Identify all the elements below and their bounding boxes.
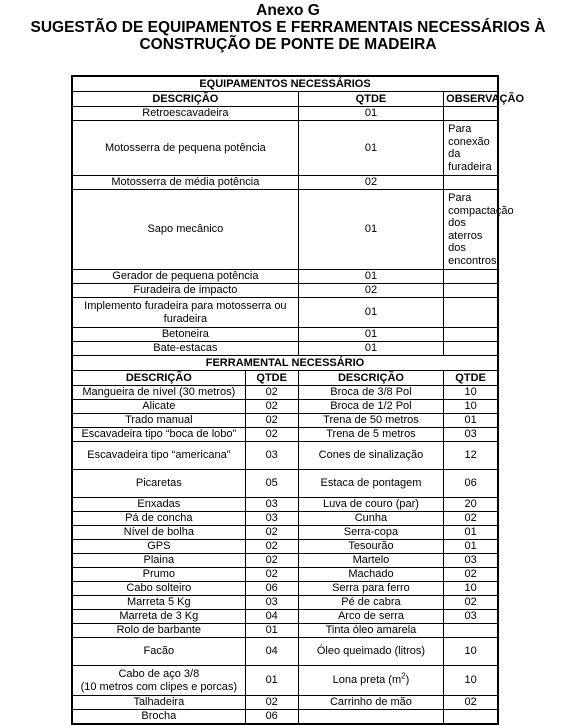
equipamento-qtde: 02 bbox=[298, 284, 443, 298]
ferramenta-qtde-left: 04 bbox=[245, 610, 298, 624]
ferramenta-descricao-right: Serra para ferro bbox=[298, 582, 443, 596]
ferramenta-qtde-right: 02 bbox=[444, 596, 498, 610]
equipamento-observacao: Para compactação dos aterros dos encontros bbox=[444, 190, 498, 270]
ferramental-section-title: FERRAMENTAL NECESSÁRIO bbox=[72, 356, 498, 371]
equipamento-descricao: Retroescavadeira bbox=[72, 107, 298, 121]
annex-label: Anexo G bbox=[256, 2, 320, 19]
equipamento-observacao bbox=[444, 298, 498, 328]
ferramenta-descricao-left: Trado manual bbox=[72, 414, 245, 428]
equipamentos-row bbox=[72, 190, 498, 270]
equipamento-descricao: Bate-estacas bbox=[72, 342, 298, 356]
equipamentos-row bbox=[72, 342, 498, 356]
equipamento-observacao bbox=[444, 328, 498, 342]
ferramental-row bbox=[72, 442, 498, 470]
equipamentos-row bbox=[72, 270, 498, 284]
ferramenta-descricao-right bbox=[298, 666, 443, 696]
equipamento-qtde: 01 bbox=[298, 342, 443, 356]
ferramenta-descricao-right: Cones de sinalização bbox=[298, 442, 443, 470]
ferramental-row bbox=[72, 710, 498, 724]
ferramental-row bbox=[72, 540, 498, 554]
ferramenta-descricao-left: Facão bbox=[72, 638, 245, 666]
ferramenta-descricao-left: Nível de bolha bbox=[72, 526, 245, 540]
ferramenta-qtde-right: 02 bbox=[444, 568, 498, 582]
ferramenta-descricao-left: Pá de concha bbox=[72, 512, 245, 526]
ferramental-row bbox=[72, 666, 498, 696]
ferramenta-descricao-right: Trena de 50 metros bbox=[298, 414, 443, 428]
ferramenta-qtde-left: 02 bbox=[245, 386, 298, 400]
ferramental-row bbox=[72, 526, 498, 540]
ferramental-header-qtde-right: QTDE bbox=[444, 371, 498, 386]
ferramenta-descricao-right: Broca de 1/2 Pol bbox=[298, 400, 443, 414]
ferramenta-qtde-right: 10 bbox=[444, 638, 498, 666]
ferramental-header-descricao-left: DESCRIÇÃO bbox=[72, 371, 245, 386]
ferramenta-qtde-right: 03 bbox=[444, 428, 498, 442]
ferramenta-descricao-right: Broca de 3/8 Pol bbox=[298, 386, 443, 400]
equipamentos-section-title: EQUIPAMENTOS NECESSÁRIOS bbox=[72, 76, 498, 92]
ferramental-row bbox=[72, 400, 498, 414]
ferramenta-qtde-left: 02 bbox=[245, 568, 298, 582]
ferramenta-qtde-left: 03 bbox=[245, 442, 298, 470]
ferramental-row bbox=[72, 428, 498, 442]
ferramenta-descricao-left: GPS bbox=[72, 540, 245, 554]
equipamento-observacao bbox=[444, 107, 498, 121]
ferramenta-descricao-left: Brocha bbox=[72, 710, 245, 724]
ferramental-row bbox=[72, 414, 498, 428]
ferramenta-descricao-left: Rolo de barbante bbox=[72, 624, 245, 638]
ferramental-row bbox=[72, 568, 498, 582]
ferramenta-descricao-left: Alicate bbox=[72, 400, 245, 414]
equipamento-descricao: Motosserra de média potência bbox=[72, 176, 298, 190]
equipamento-descricao: Betoneira bbox=[72, 328, 298, 342]
ferramenta-qtde-left: 02 bbox=[245, 540, 298, 554]
equipamentos-row bbox=[72, 284, 498, 298]
equipamento-qtde: 02 bbox=[298, 176, 443, 190]
ferramenta-descricao-right: Trena de 5 metros bbox=[298, 428, 443, 442]
ferramental-row bbox=[72, 610, 498, 624]
ferramenta-qtde-right: 10 bbox=[444, 386, 498, 400]
equipamento-descricao: Gerador de pequena potência bbox=[72, 270, 298, 284]
equipamentos-row bbox=[72, 107, 498, 121]
equipamentos-row bbox=[72, 176, 498, 190]
equipamento-observacao bbox=[444, 270, 498, 284]
ferramenta-qtde-right: 20 bbox=[444, 498, 498, 512]
ferramenta-descricao-line-1: Cabo de aço 3/8 bbox=[118, 668, 200, 680]
document-title-line-2: CONSTRUÇÃO DE PONTE DE MADEIRA bbox=[139, 36, 437, 53]
equipamento-qtde: 01 bbox=[298, 270, 443, 284]
ferramenta-qtde-left: 03 bbox=[245, 498, 298, 512]
ferramenta-qtde-left: 02 bbox=[245, 414, 298, 428]
equipamento-qtde: 01 bbox=[298, 298, 443, 328]
ferramenta-descricao-left: Cabo solteiro bbox=[72, 582, 245, 596]
ferramenta-descricao-left: Mangueira de nível (30 metros) bbox=[72, 386, 245, 400]
ferramental-row bbox=[72, 498, 498, 512]
equipamentos-header-observacao: OBSERVAÇÃO bbox=[444, 92, 498, 107]
ferramenta-qtde-left: 02 bbox=[245, 696, 298, 710]
ferramenta-descricao-left: Marreta de 3 Kg bbox=[72, 610, 245, 624]
ferramenta-descricao-right: Cunha bbox=[298, 512, 443, 526]
ferramenta-descricao-right bbox=[298, 710, 443, 724]
ferramenta-descricao-right: Serra-copa bbox=[298, 526, 443, 540]
ferramenta-descricao-line-2: (10 metros com clipes e porcas) bbox=[80, 680, 238, 693]
ferramenta-qtde-left: 05 bbox=[245, 470, 298, 498]
ferramental-row bbox=[72, 596, 498, 610]
ferramenta-qtde-left: 03 bbox=[245, 512, 298, 526]
ferramenta-qtde-left: 02 bbox=[245, 400, 298, 414]
ferramenta-descricao-right: Martelo bbox=[298, 554, 443, 568]
equipamentos-row bbox=[72, 298, 498, 328]
document-title-line-1: SUGESTÃO DE EQUIPAMENTOS E FERRAMENTAIS NECESSÁRIOS À bbox=[30, 19, 546, 36]
equipamento-qtde: 01 bbox=[298, 107, 443, 121]
ferramenta-qtde-right: 12 bbox=[444, 442, 498, 470]
ferramenta-descricao-left: Enxadas bbox=[72, 498, 245, 512]
ferramenta-qtde-right: 01 bbox=[444, 540, 498, 554]
equipamento-observacao bbox=[444, 176, 498, 190]
ferramenta-descricao-close: ) bbox=[405, 674, 410, 687]
ferramenta-descricao-left: Picaretas bbox=[72, 470, 245, 498]
ferramenta-descricao-right: Tinta óleo amarela bbox=[298, 624, 443, 638]
ferramenta-descricao-right: Arco de serra bbox=[298, 610, 443, 624]
equipamento-descricao: Implemento furadeira para motosserra ou furadeira bbox=[72, 298, 298, 328]
ferramenta-descricao-left: Marreta 5 Kg bbox=[72, 596, 245, 610]
ferramenta-qtde-left: 06 bbox=[245, 710, 298, 724]
ferramental-row bbox=[72, 554, 498, 568]
ferramenta-qtde-right: 02 bbox=[444, 512, 498, 526]
ferramenta-qtde-left: 01 bbox=[245, 624, 298, 638]
equipamento-observacao bbox=[444, 284, 498, 298]
ferramenta-qtde-right: 01 bbox=[444, 526, 498, 540]
equipamentos-header-qtde: QTDE bbox=[298, 92, 443, 107]
ferramenta-descricao-right: Óleo queimado (litros) bbox=[298, 638, 443, 666]
equipamentos-header-descricao: DESCRIÇÃO bbox=[72, 92, 298, 107]
ferramenta-qtde-right: 03 bbox=[444, 554, 498, 568]
equipamento-descricao: Furadeira de impacto bbox=[72, 284, 298, 298]
equipamento-descricao: Motosserra de pequena potência bbox=[72, 121, 298, 176]
ferramenta-qtde-right: 03 bbox=[444, 610, 498, 624]
equipamento-observacao bbox=[444, 342, 498, 356]
equipamentos-row bbox=[72, 328, 498, 342]
ferramenta-descricao-right: Estaca de pontagem bbox=[298, 470, 443, 498]
ferramenta-qtde-left: 04 bbox=[245, 638, 298, 666]
ferramenta-descricao-right: Luva de couro (par) bbox=[298, 498, 443, 512]
equipamento-qtde: 01 bbox=[298, 328, 443, 342]
ferramenta-qtde-right: 10 bbox=[444, 400, 498, 414]
ferramenta-qtde-left: 02 bbox=[245, 428, 298, 442]
ferramenta-descricao-left: Talhadeira bbox=[72, 696, 245, 710]
ferramental-row bbox=[72, 696, 498, 710]
ferramental-header-qtde-left: QTDE bbox=[245, 371, 298, 386]
ferramenta-descricao-right: Tesourão bbox=[298, 540, 443, 554]
ferramenta-descricao-left: Escavadeira tipo “americana” bbox=[72, 442, 245, 470]
ferramenta-descricao-right: Machado bbox=[298, 568, 443, 582]
ferramenta-descricao-left bbox=[72, 666, 245, 696]
equipamento-qtde: 01 bbox=[298, 121, 443, 176]
ferramenta-qtde-left: 02 bbox=[245, 554, 298, 568]
ferramental-header-descricao-right: DESCRIÇÃO bbox=[298, 371, 443, 386]
ferramenta-descricao-right: Pé de cabra bbox=[298, 596, 443, 610]
equipamento-descricao: Sapo mecânico bbox=[72, 190, 298, 270]
ferramenta-descricao-superscript: 2 bbox=[401, 671, 406, 681]
ferramenta-qtde-right: 10 bbox=[444, 582, 498, 596]
ferramenta-descricao-left: Plaina bbox=[72, 554, 245, 568]
ferramenta-qtde-right: 02 bbox=[444, 696, 498, 710]
equipamento-qtde: 01 bbox=[298, 190, 443, 270]
ferramenta-descricao-text: Lona preta (m bbox=[332, 674, 402, 687]
ferramenta-qtde-left: 03 bbox=[245, 596, 298, 610]
ferramenta-qtde-right bbox=[444, 624, 498, 638]
ferramenta-descricao-left: Escavadeira tipo “boca de lobo” bbox=[72, 428, 245, 442]
ferramenta-qtde-left: 06 bbox=[245, 582, 298, 596]
ferramenta-qtde-right: 01 bbox=[444, 414, 498, 428]
equipamentos-row bbox=[72, 121, 498, 176]
ferramenta-qtde-right: 10 bbox=[444, 666, 498, 696]
ferramental-row bbox=[72, 624, 498, 638]
ferramental-row bbox=[72, 512, 498, 526]
ferramenta-descricao-left: Prumo bbox=[72, 568, 245, 582]
ferramenta-qtde-left: 01 bbox=[245, 666, 298, 696]
ferramental-row bbox=[72, 582, 498, 596]
ferramenta-descricao-right: Carrinho de mão bbox=[298, 696, 443, 710]
ferramenta-qtde-right bbox=[444, 710, 498, 724]
ferramental-row bbox=[72, 470, 498, 498]
equipment-tools-table bbox=[71, 75, 524, 725]
equipamento-observacao: Para conexão da furadeira bbox=[444, 121, 498, 176]
ferramental-row bbox=[72, 386, 498, 400]
ferramental-row bbox=[72, 638, 498, 666]
ferramenta-qtde-left: 02 bbox=[245, 526, 298, 540]
ferramenta-qtde-right: 06 bbox=[444, 470, 498, 498]
